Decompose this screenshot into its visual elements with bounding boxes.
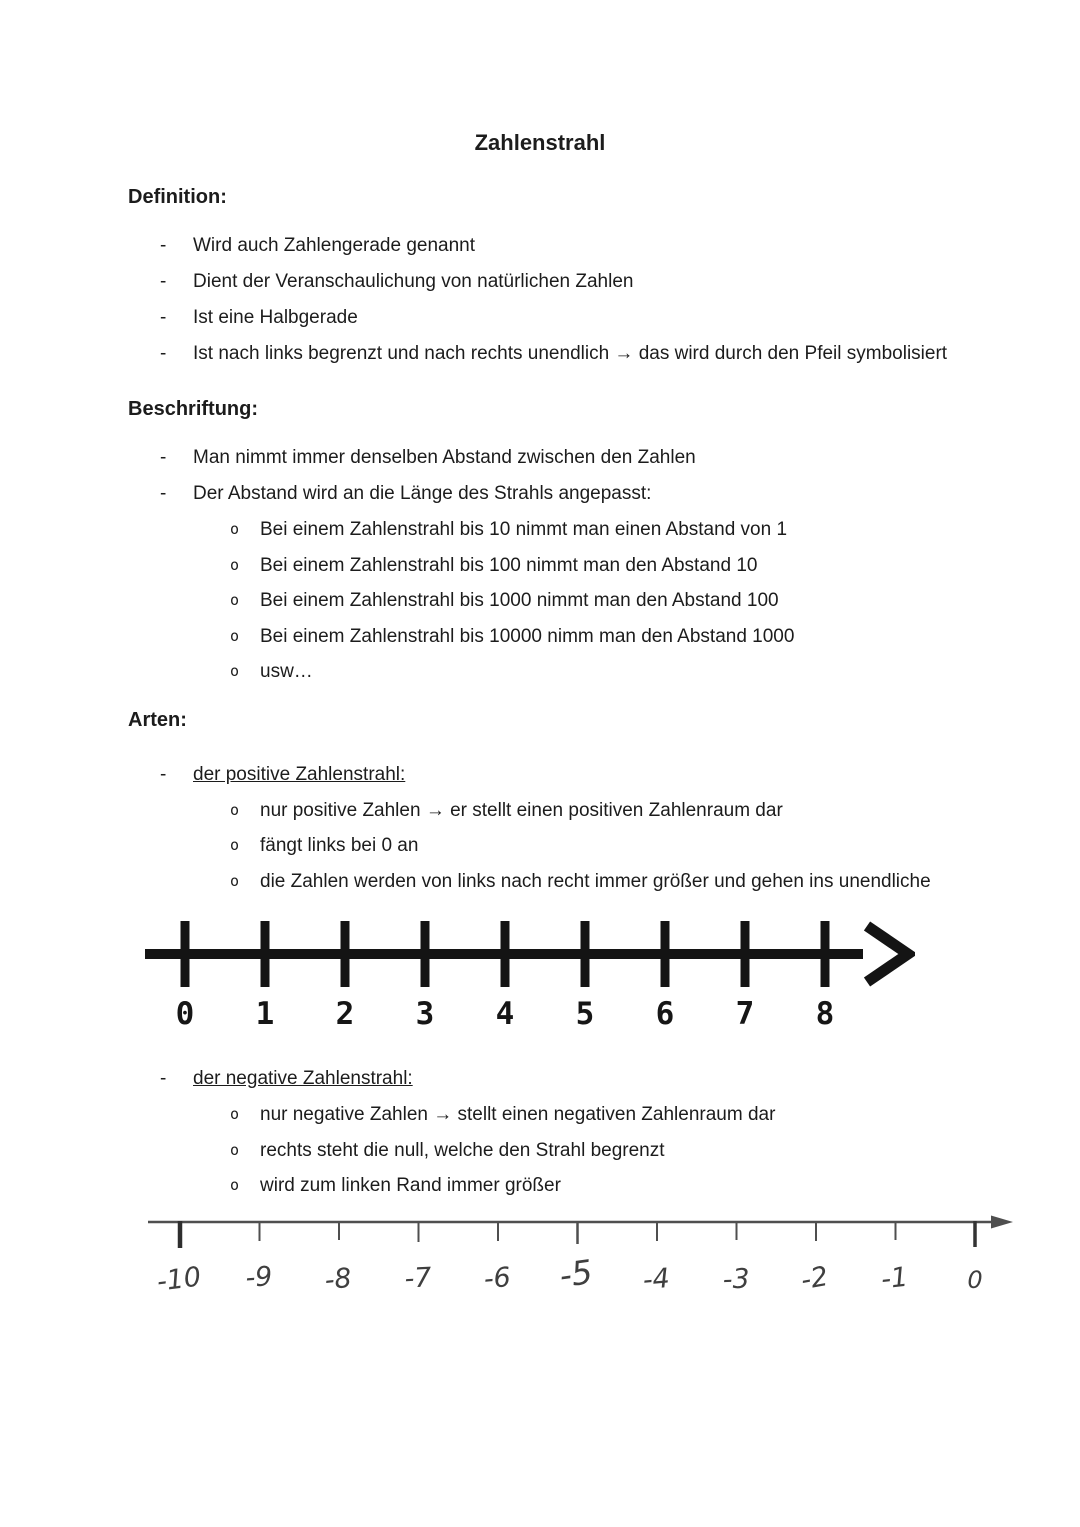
sub-list-item (230, 583, 936, 619)
sub-list-item-text: die Zahlen werden von links nach recht immer größer und gehen ins unendliche (260, 870, 931, 892)
dash-bullet: - (160, 763, 167, 785)
tick-label: -7 (403, 1261, 433, 1295)
list-item (160, 476, 951, 512)
circle-bullet: o (230, 626, 240, 645)
sub-list-item-text: Bei einem Zahlenstrahl bis 100 nimmt man den Abstand 10 (260, 554, 758, 576)
positive-strahl-label: der positive Zahlenstrahl: (193, 763, 406, 785)
sub-list-item-text: Bei einem Zahlenstrahl bis 10 nimmt man einen Abstand von 1 (260, 519, 788, 540)
circle-bullet: o (230, 836, 240, 854)
sub-list-item-text: rechts steht die null, welche den Strahl begrenzt (260, 1139, 665, 1161)
dash-bullet: - (160, 307, 167, 328)
dash-bullet: - (160, 343, 167, 364)
sub-list-item (230, 864, 936, 900)
circle-bullet: o (230, 591, 240, 609)
tick-label: 5 (575, 996, 595, 1032)
sub-list-item-text: wird zum linken Rand immer größer (260, 1175, 561, 1196)
list-item (160, 228, 951, 264)
list-item-text: Man nimmt immer denselben Abstand zwischen den Zahlen (193, 447, 696, 468)
list-item-text: Der Abstand wird an die Länge des Strahls angepasst: (193, 483, 652, 504)
circle-bullet: o (230, 1140, 240, 1159)
tick-label: 1 (255, 996, 275, 1032)
list-item (160, 440, 951, 476)
negative-strahl-label: der negative Zahlenstrahl: (193, 1068, 413, 1089)
positive-number-line-figure (145, 911, 915, 1033)
number-line-axis (145, 921, 908, 987)
dash-bullet: - (160, 483, 167, 504)
sub-list-item (230, 1168, 936, 1204)
tick-label: -6 (482, 1261, 513, 1295)
list-item-text: Dient der Veranschaulichung von natürlichen Zahlen (193, 271, 634, 292)
dash-bullet: - (160, 447, 167, 468)
definition-bullet-list (0, 228, 1080, 372)
list-item (160, 1061, 951, 1097)
section-heading-arten: Arten: (128, 708, 187, 731)
sub-list-item (230, 828, 936, 864)
tick-label: 4 (495, 996, 515, 1032)
negative-strahl-sub-list (0, 1097, 1080, 1204)
tick-label: -3 (722, 1263, 751, 1295)
circle-bullet: o (230, 1105, 240, 1123)
dash-bullet: - (160, 235, 167, 256)
sub-list-item-text: Bei einem Zahlenstrahl bis 1000 nimmt man den Abstand 100 (260, 590, 779, 611)
page-title: Zahlenstrahl (474, 130, 606, 155)
sub-list-item (230, 1133, 936, 1169)
sub-list-item (230, 793, 936, 829)
positive-strahl-sub-list (0, 793, 1080, 900)
sub-list-item (230, 548, 936, 584)
tick-label: 7 (735, 996, 755, 1032)
list-item-text: Ist eine Halbgerade (193, 307, 358, 328)
section-heading-beschriftung: Beschriftung: (128, 398, 258, 420)
list-item (160, 757, 951, 793)
sub-list-item (230, 654, 936, 690)
tick-label: 8 (815, 996, 835, 1032)
tick-label: -8 (323, 1262, 354, 1296)
sub-list-item (230, 1097, 936, 1133)
list-item-text: Wird auch Zahlengerade genannt (193, 235, 476, 256)
positive-strahl-list (0, 757, 1080, 793)
tick-label: 0 (175, 996, 195, 1032)
dash-bullet: - (160, 1068, 167, 1089)
list-item-text: Ist nach links begrenzt und nach rechts unendlich → das wird durch den Pfeil symbolisiert (193, 343, 948, 364)
arrowhead-icon (991, 1215, 1013, 1228)
arrowhead-icon (867, 926, 908, 982)
beschriftung-bullet-list (0, 440, 1080, 512)
circle-bullet: o (230, 1176, 240, 1194)
number-line-axis (148, 1215, 1013, 1248)
tick-label: -9 (244, 1260, 274, 1294)
list-item (160, 300, 951, 336)
tick-label: -5 (556, 1251, 595, 1295)
sub-list-item (230, 512, 936, 548)
tick-label: 0 (967, 1265, 983, 1294)
tick-labels (176, 996, 835, 1032)
circle-bullet: o (230, 871, 240, 890)
circle-bullet: o (230, 520, 240, 538)
tick-label: 3 (415, 996, 435, 1032)
sub-list-item-text: Bei einem Zahlenstrahl bis 10000 nimm man den Abstand 1000 (260, 625, 795, 647)
dash-bullet: - (160, 271, 167, 292)
tick-label: -2 (798, 1260, 831, 1296)
section-heading-definition: Definition: (128, 186, 227, 208)
circle-bullet: o (230, 555, 240, 574)
tick-label: 6 (655, 996, 675, 1032)
sub-list-item (230, 619, 936, 655)
list-item (160, 264, 951, 300)
tick-label: -4 (641, 1262, 672, 1296)
circle-bullet: o (230, 800, 240, 819)
tick-label: -10 (155, 1260, 203, 1298)
sub-list-item-text: nur positive Zahlen → er stellt einen positiven Zahlenraum dar (260, 799, 783, 821)
sub-list-item-text: usw… (260, 661, 313, 682)
tick-labels (155, 1251, 982, 1297)
sub-list-item-text: fängt links bei 0 an (260, 835, 419, 856)
tick-label: 2 (335, 996, 355, 1032)
negative-number-line-figure (145, 1208, 1025, 1308)
list-item (160, 336, 951, 372)
circle-bullet: o (230, 662, 240, 680)
beschriftung-sub-list (0, 512, 1080, 690)
sub-list-item-text: nur negative Zahlen → stellt einen negativen Zahlenraum dar (260, 1104, 776, 1125)
tick-label: -1 (879, 1261, 910, 1295)
negative-strahl-list (0, 1061, 1080, 1097)
